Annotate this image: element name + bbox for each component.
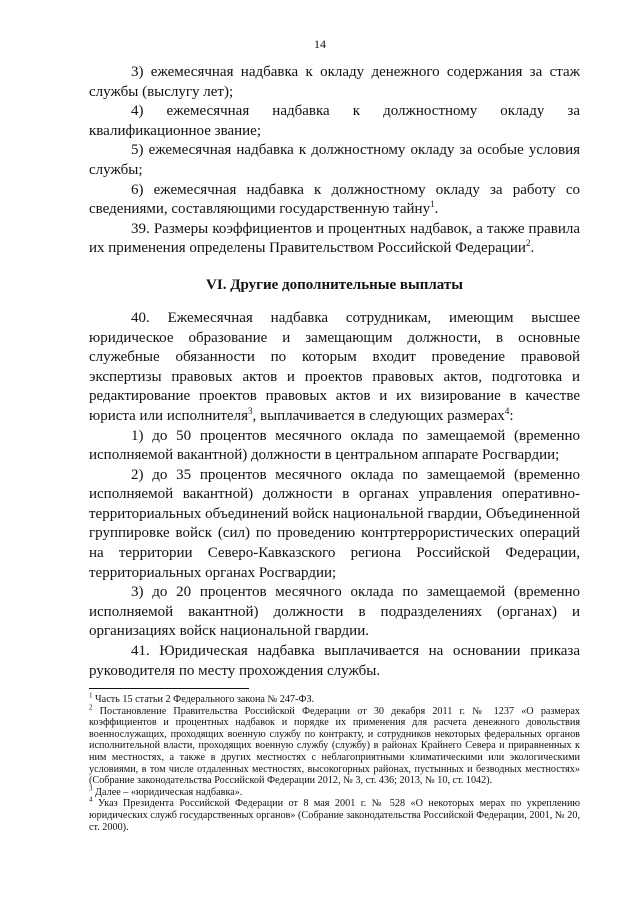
document-body	[89, 63, 580, 681]
footnote-ref: 3	[247, 405, 253, 416]
list-item: 1) до 50 процентов месячного оклада по замещаемой (временно исполняемой вакантной) должности в центральном аппарате Росгвардии;	[89, 427, 580, 464]
list-item: 5) ежемесячная надбавка к должностному окладу за особые условия службы;	[89, 142, 580, 178]
footnotes	[89, 691, 581, 833]
footnote: $^1$ Часть 15 статьи 2 Федерального закона № 247-ФЗ.	[89, 691, 315, 705]
footnote: $^3$ Далее – «юридическая надбавка».	[89, 784, 243, 798]
footnote-divider	[89, 688, 249, 689]
list-item: 3) до 20 процентов месячного оклада по замещаемой (временно исполняемой вакантной) должности в подразделениях (органах) и организациях войск национальной гвардии.	[89, 584, 580, 640]
list-item: 3) ежемесячная надбавка к окладу денежного содержания за стаж службы (выслугу лет);	[89, 64, 580, 100]
list-item: 4) ежемесячная надбавка к должностному окладу за квалификационное звание;	[89, 103, 580, 139]
list-item: 2) до 35 процентов месячного оклада по замещаемой (временно исполняемой вакантной) должности в органах управления оперативно-территориальных объединений войск национальной гвардии, Объединенной группировке войск (сил) по проведению контртеррористических операций на территории Северо-Кавказского региона Российской Федерации, территориальных органах Росгвардии;	[89, 466, 580, 581]
paragraph-41: 41. Юридическая надбавка выплачивается на основании приказа руководителя по месту прохождения службы.	[89, 643, 580, 679]
paragraph-39: 39. Размеры коэффициентов и процентных надбавок, а также правила их применения определены Правительством Российской Федерации$^2$.	[89, 220, 580, 257]
paragraph-40: 40. Ежемесячная надбавка сотрудникам, имеющим высшее юридическое образование и замещающим должности, в основные служебные обязанности по которым входит проведение правовой экспертизы правовых актов и проектов правовых актов, подготовка и редактирование проектов правовых актов и их визирование в качестве юриста или исполнителя$^3$, выплачивается в следующих размерах$^4$:	[89, 309, 580, 424]
footnote: $^4$ Указ Президента Российской Федерации от 8 мая 2001 г. № 528 «О некоторых мерах по укреплению юридических служб государственных органов» (Собрание законодательства Российской Федерации, 2001, № 20, ст. 2000).	[89, 795, 581, 833]
page-number: 14	[314, 37, 326, 51]
list-item: 6) ежемесячная надбавка к должностному окладу за работу со сведениями, составляющими государственную тайну$^1$.	[89, 181, 580, 218]
footnote: $^2$ Постановление Правительства Российской Федерации от 30 декабря 2011 г. № 1237 «О размерах коэффициентов и процентных надбавок и порядке их применения для расчета денежного довольствия военнослужащих, проходящих военную службу по контракту, и сотрудников некоторых федеральных органов исполнительной власти, проходящих военную службу (службу) в районах Крайнего Севера и приравненных к ним местностях, а также в других местностях с неблагоприятными климатическими или экологическими условиями, в том числе отдаленных местностях, высокогорных районах, пустынных и безводных местностях» (Собрание законодательства Российской Федерации 2012, № 3, ст. 436; 2013, № 10, ст. 1042).	[89, 703, 580, 787]
section-heading: VI. Другие дополнительные выплаты	[206, 276, 463, 293]
footnote-ref: 2	[525, 238, 531, 249]
footnote-ref: 4	[504, 405, 510, 416]
footnote-ref: 1	[430, 199, 435, 210]
